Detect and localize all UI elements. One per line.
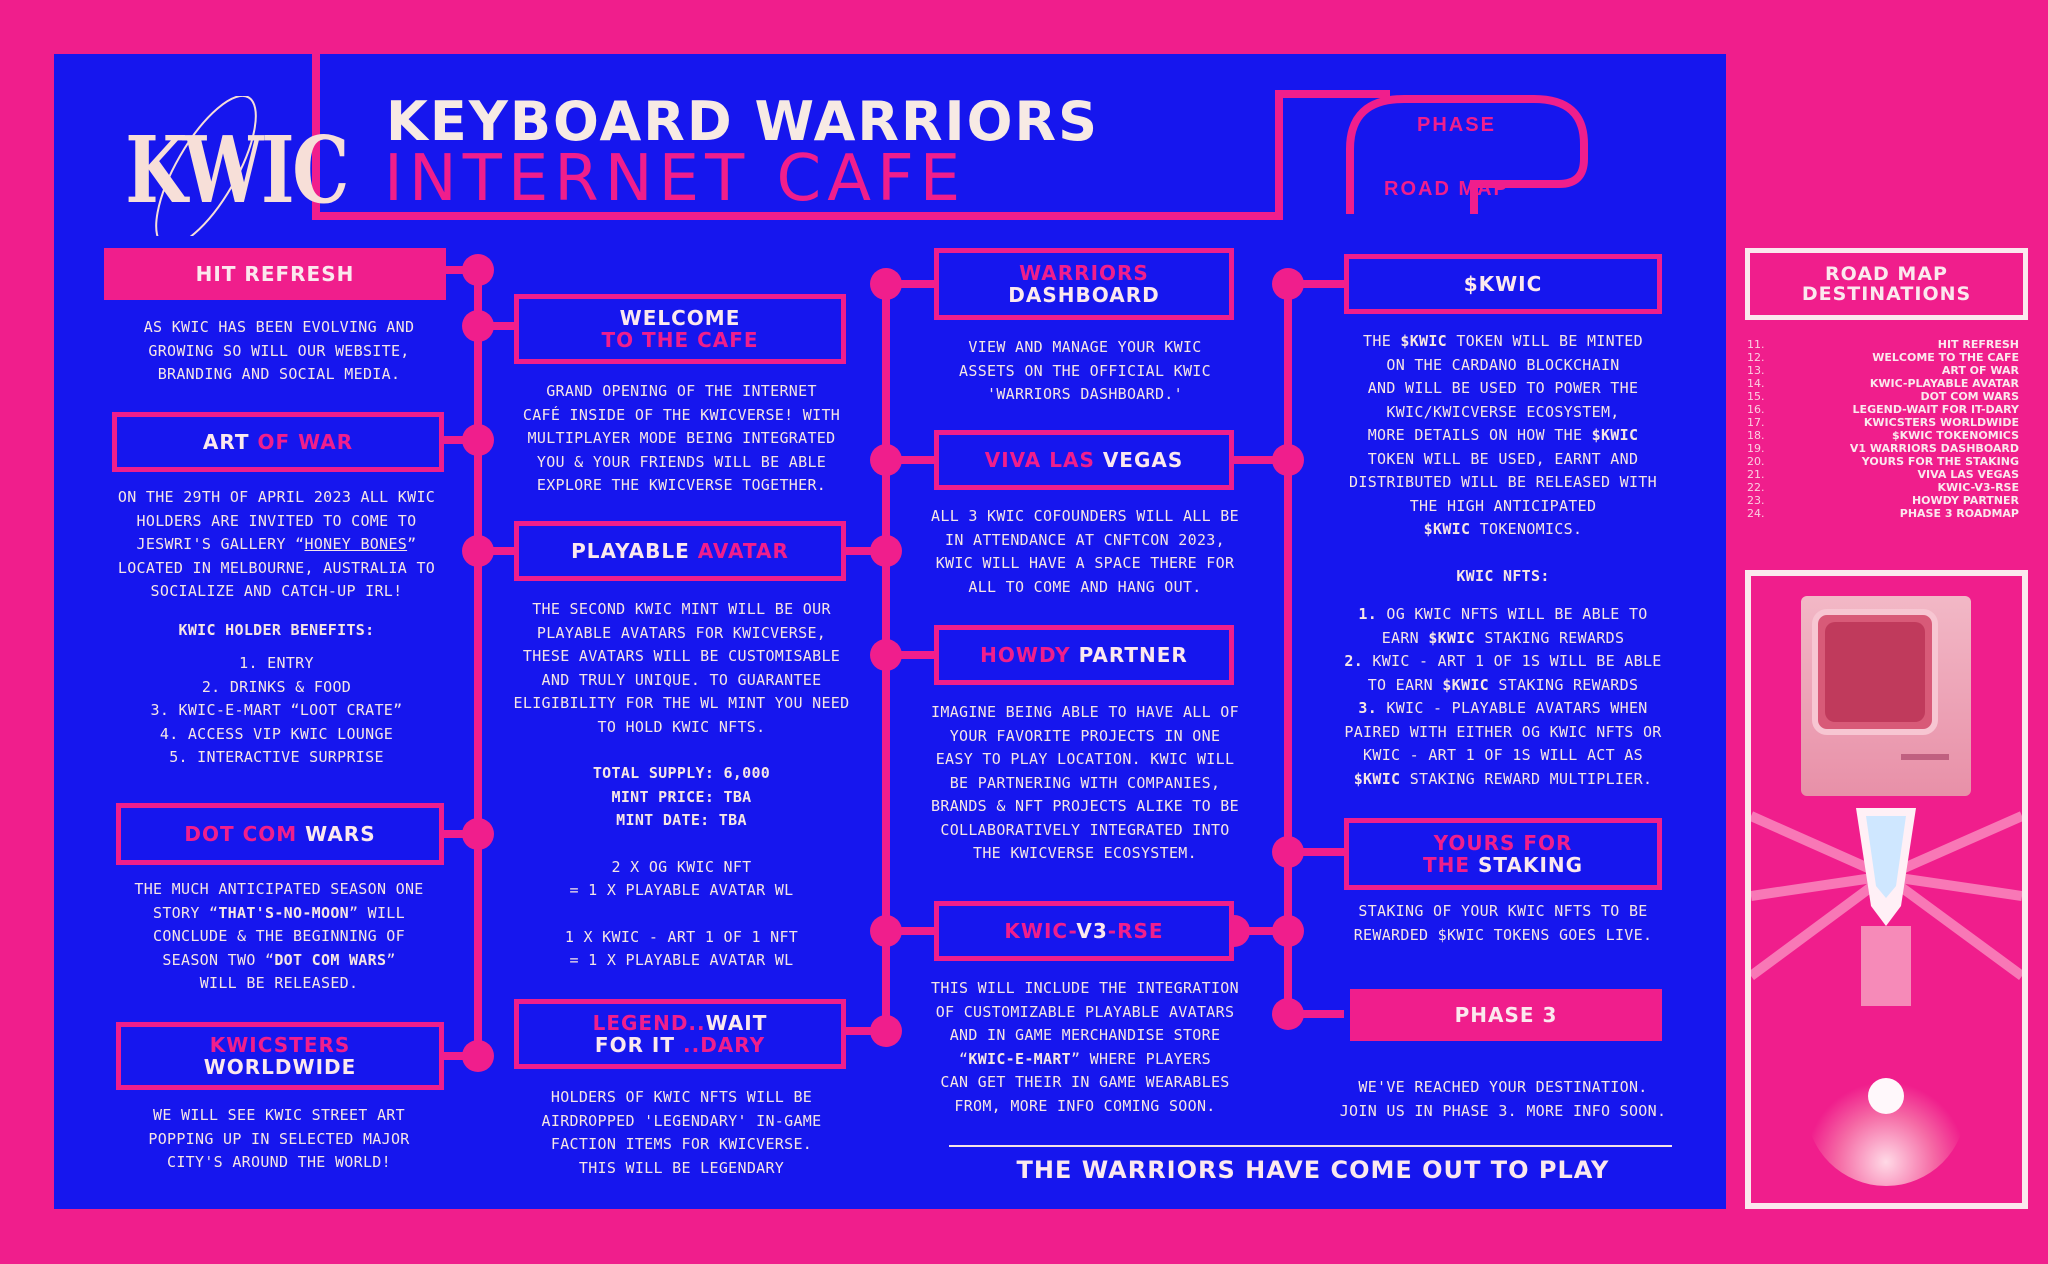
destination-item: 21. VIVA LAS VEGAS [1747,468,2019,481]
warriors-dashboard-text: VIEW AND MANAGE YOUR KWIC ASSETS ON THE OFFICIAL KWIC 'WARRIORS DASHBOARD.' [959,338,1211,403]
playable-avatar-text: THE SECOND KWIC MINT WILL BE OUR PLAYABLE AVATARS FOR KWICVERSE, THESE AVATARS WILL BE CUSTOMISABLE AND TRULY UNIQUE. TO GUARANTEE ELIGIBILITY FOR THE WL MINT YOU NEED TO HOLD KWIC NFTS. TOTAL SUPPLY: 6,000 MINT PRICE: TBA MINT DATE: TBA 2 X OG KWIC NFT = 1 X PLAYABLE AVATAR WL 1 X KWIC - ART 1 OF 1 NFT = 1 X PLAYABLE AVATAR WL [513,600,850,969]
legend-text: HOLDERS OF KWIC NFTS WILL BE AIRDROPPED 'LEGENDARY' IN-GAME FACTION ITEMS FOR KWICVERSE. THIS WILL BE LEGENDARY [541,1088,822,1177]
tagline: THE WARRIORS HAVE COME OUT TO PLAY [1016,1156,1610,1184]
destination-item: 19. V1 WARRIORS DASHBOARD [1747,442,2019,455]
title-internet-cafe: INTERNET CAFE [384,142,967,216]
robot-artwork-image [1751,576,2022,1203]
yours-for-staking-box: YOURS FOR THE STAKING [1344,818,1662,890]
destination-item: 13. ART OF WAR [1747,364,2019,377]
howdy-partner-text: IMAGINE BEING ABLE TO HAVE ALL OF YOUR FAVORITE PROJECTS IN ONE EASY TO PLAY LOCATION. KWIC WILL BE PARTNERING WITH COMPANIES, BRANDS & NFT PROJECTS ALIKE TO BE COLLABORATIVELY INTEGRATED INTO THE KWICVERSE ECOSYSTEM. [931,703,1239,862]
hit-refresh-title: HIT REFRESH [195,262,355,286]
destinations-sidebar [1745,248,2028,1209]
phase3-box: PHASE 3 [1350,989,1662,1041]
kwic-logo [106,96,347,236]
destinations-title-1: ROAD MAP [1825,263,1948,285]
viva-las-vegas-text: ALL 3 KWIC COFOUNDERS WILL ALL BE IN ATTENDANCE AT CNFTCON 2023, KWIC WILL HAVE A SPACE THERE FOR ALL TO COME AND HANG OUT. [931,507,1239,596]
robot-computer-artwork [1745,570,2028,1209]
kwicverse-text: THIS WILL INCLUDE THE INTEGRATION OF CUSTOMIZABLE PLAYABLE AVATARS AND IN GAME MERCHANDISE STORE “KWIC-E-MART” WHERE PLAYERS CAN GET THEIR IN GAME WEARABLES FROM, MORE INFO COMING SOON. [931,979,1239,1115]
destination-item: 17. KWICSTERS WORLDWIDE [1747,416,2019,429]
legend-box: LEGEND..WAIT FOR IT ..DARY [514,999,846,1069]
destination-item: 12. WELCOME TO THE CAFE [1747,351,2019,364]
welcome-box: WELCOME TO THE CAFE [514,294,846,364]
kwicsters-text: WE WILL SEE KWIC STREET ART POPPING UP IN SELECTED MAJOR CITY'S AROUND THE WORLD! [148,1106,410,1171]
logo-text: KWIC [125,116,347,224]
kwicverse-box: KWIC-V3-RSE [934,901,1234,961]
destination-item: 11. HIT REFRESH [1747,338,2019,351]
destination-item: 20. YOURS FOR THE STAKING [1747,455,2019,468]
skwic-text: THE $KWIC TOKEN WILL BE MINTED ON THE CARDANO BLOCKCHAIN AND WILL BE USED TO POWER THE KWIC/KWICVERSE ECOSYSTEM, MORE DETAILS ON HOW THE $KWIC TOKEN WILL BE USED, EARNT AND DISTRIBUTED WILL BE RELEASED WITH THE HIGH ANTICIPATED $KWIC TOKENOMICS. KWIC NFTS: 1. OG KWIC NFTS WILL BE ABLE TO EARN $KWIC STAKING REWARDS 2. KWIC - ART 1 OF 1S WILL BE ABLE TO EARN $KWIC STAKING REWARDS 3. KWIC - PLAYABLE AVATARS WHEN PAIRED WITH EITHER OG KWIC NFTS OR KWIC - ART 1 OF 1S WILL ACT AS $KWIC STAKING REWARD MULTIPLIER. [1344,332,1662,788]
destination-item: 24. PHASE 3 ROADMAP [1747,507,2019,520]
skwic-box: $KWIC [1344,254,1662,314]
title-keyboard-warriors: KEYBOARD WARRIORS [386,90,1100,153]
destination-item: 14. KWIC-PLAYABLE AVATAR [1747,377,2019,390]
dot-com-wars-text: THE MUCH ANTICIPATED SEASON ONE STORY “THAT'S-NO-MOON” WILL CONCLUDE & THE BEGINNING OF SEASON TWO “DOT COM WARS” WILL BE RELEASED. [134,880,424,992]
destination-item: 23. HOWDY PARTNER [1747,494,2019,507]
art-of-war-text: ON THE 29TH OF APRIL 2023 ALL KWIC HOLDERS ARE INVITED TO COME TO JESWRI'S GALLERY “HONEY BONES” LOCATED IN MELBOURNE, AUSTRALIA TO SOCIALIZE AND CATCH-UP IRL! KWIC HOLDER BENEFITS: 1. ENTRY 2. DRINKS & FOOD 3. KWIC-E-MART “LOOT CRATE” 4. ACCESS VIP KWIC LOUNGE 5. INTERACTIVE SURPRISE [117,488,436,766]
destinations-title-2: DESTINATIONS [1801,283,1972,305]
yours-for-staking-text: STAKING OF YOUR KWIC NFTS TO BE REWARDED $KWIC TOKENS GOES LIVE. [1353,902,1653,944]
viva-las-vegas-box: VIVA LAS VEGAS [934,430,1234,490]
destinations-title-box [1745,248,2028,320]
destination-item: 15. DOT COM WARS [1747,390,2019,403]
playable-avatar-box: PLAYABLE AVATAR [514,521,846,581]
destination-item: 18. $KWIC TOKENOMICS [1747,429,2019,442]
roadmap-board [54,54,1726,1209]
destination-item: 22. KWIC-V3-RSE [1747,481,2019,494]
phase-label: PHASE [1417,114,1496,136]
hit-refresh-text: AS KWIC HAS BEEN EVOLVING AND GROWING SO WILL OUR WEBSITE, BRANDING AND SOCIAL MEDIA. [143,318,415,383]
kwicsters-box: KWICSTERS WORLDWIDE [116,1022,444,1090]
tagline-divider [949,1145,1672,1147]
destination-item: 16. LEGEND-WAIT FOR IT-DARY [1747,403,2019,416]
warriors-dashboard-box: WARRIORS DASHBOARD [934,248,1234,320]
art-of-war-box: ART OF WAR [112,412,444,472]
roadmap-label: ROAD MAP [1384,178,1509,200]
welcome-text: GRAND OPENING OF THE INTERNET CAFÉ INSIDE OF THE KWICVERSE! WITH MULTIPLAYER MODE BEING INTEGRATED YOU & YOUR FRIENDS WILL BE ABLE EXPLORE THE KWICVERSE TOGETHER. [522,382,841,494]
howdy-partner-box: HOWDY PARTNER [934,625,1234,685]
dot-com-wars-box: DOT COM WARS [116,803,444,865]
destinations-list [1747,338,2019,520]
hit-refresh-box [104,248,446,300]
phase3-text: WE'VE REACHED YOUR DESTINATION. JOIN US IN PHASE 3. MORE INFO SOON. [1339,1078,1667,1120]
